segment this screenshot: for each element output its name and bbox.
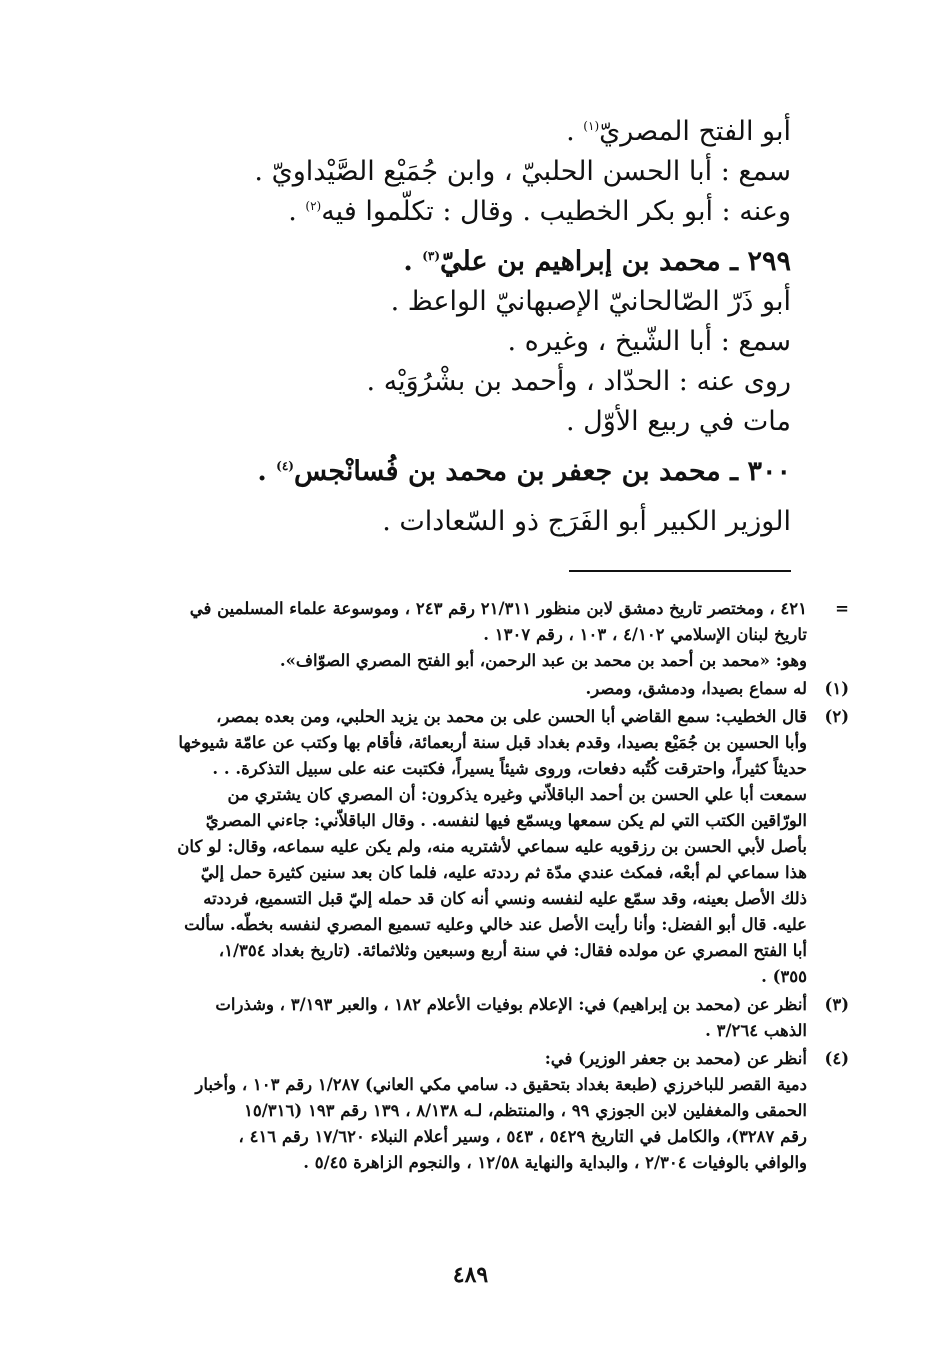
entry-300-line-1: الوزير الكبير أبو الفَرَج ذو السّعادات . [382,506,791,537]
footnote-body: أنظر عن (محمد بن جعفر الوزير) في: دمية القصر للباخرزي (طبعة بغداد بتحقيق د. سامي مكي العاني) ١/٢٨٧ رقم ١٠٣ ، وأخبار الحمقى والمغفلين لابن الجوزي ٩٩ ، والمنتظم، لـه ٨/١٣٨ ، ١٣٩ رقم ١٩٣ (١٥/٣١٦ رقم ٣٢٨٧)، والكامل في التاريخ ٥٤٢٩ ، ٥٤٣ ، وسير أعلام النبلاء ١٧/٦٢٠ رقم ٤١٦ ، والوافي بالوفيات ٢/٣٠٤ ، والبداية والنهاية ١٢/٥٨ ، والنجوم الزاهرة ٥/٤٥ . [195,1049,807,1172]
footnotes [91,596,849,1178]
footnote-number: (٣) [824,995,849,1014]
footnote-number: (١) [824,679,849,698]
footnote-1 [91,676,849,702]
footnote-number: (٤) [824,1049,849,1068]
entry-299-line-4: مات في ربيع الأوّل . [565,406,791,437]
entry-299-line-3: روى عنه : الحدّاد ، وأحمد بن بشْرُوَيْه . [366,366,791,397]
footnote-divider [569,570,791,572]
main-line-1: أبو الفتح المصريّ$^{(١)}$ . [566,116,791,147]
footnote-number: = [835,599,849,618]
footnote-3 [91,992,849,1044]
entry-heading-299: ٢٩٩ ـ محمد بن إبراهيم بن عليّ$^{(٣)}$ . [403,246,791,277]
footnote-ref: (٣) [422,249,441,263]
footnote-body: أنظر عن (محمد بن إبراهيم) في: الإعلام بوفيات الأعلام ١٨٢ ، والعبر ٣/١٩٣ ، وشذرات الذهب ٣/٢٦٤ . [215,995,807,1040]
footnote-ref: (٢) [305,199,322,213]
footnote-continued [91,596,849,674]
footnote-body: له سماع بصيدا، ودمشق، ومصر. [585,679,807,698]
footnote-4 [91,1046,849,1176]
main-text [141,112,791,542]
footnote-2 [91,704,849,990]
footnote-ref: (١) [583,119,600,133]
footnote-ref: (٤) [276,459,294,473]
page-number: ٤٨٩ [452,1262,489,1288]
footnote-body: قال الخطيب: سمع القاضي أبا الحسن على بن محمد بن يزيد الحلبي، ومن بعده بمصر، وأبا الحسين بن جُمَيْع بصيدا، وقدم بغداد قبل سنة أربعمائة، فأقام بها وكتب عن عامّة شيوخها حديثاً كثيراً، واحترقت كُتُبه دفعات، وروى شيئاً يسيراً، فكتبت عنه على سبيل التذكرة. . . سمعت أبا علي الحسن بن أحمد الباقلاّني وغيره يذكرون: أن المصري كان يشتري من الورّاقين الكتب التي لم يكن سمعها ويسمّع فيها لنفسه. . وقال الباقلاّني: جاءني المصريّ بأصل لأبي الحسن بن رزقويه عليه سماعي لأشتريه منه، ولم يكن عليه سماعه، وقال: لو كان هذا سماعي لم أبعْه، فمكث عندي مدّة ثم رددته عليه، فلما كان بعد سنين كثيرة حمل إليّ ذلك الأصل بعينه، وقد سمّع عليه لنفسه ونسي أنه كان قد حمله إليّ قبل التسميع، فرددته عليه. قال أبو الفضل: وأنا رأيت الأصل عند خالي وعليه تسميع المصري لنفسه بخطّه. سألت أبا الفتح المصري عن مولده فقال: في سنة أربع وسبعين وثلاثمائة. (تاريخ بغداد ١/٣٥٤، ٣٥٥) . [177,707,807,986]
footnote-body: ٤٢١ ، ومختصر تاريخ دمشق لابن منظور ٢١/٣١١ رقم ٢٤٣ ، وموسوعة علماء المسلمين في تاريخ لبنان الإسلامي ٤/١٠٢ ، ١٠٣ ، رقم ١٣٠٧ . وهو: «محمد بن أحمد بن محمد بن عبد الرحمن، أبو الفتح المصري الصوّاف». [189,599,807,670]
entry-299-line-1: أبو ذَرّ الصّالحانيّ الإصبهانيّ الواعظ . [390,286,791,317]
entry-heading-300: ٣٠٠ ـ محمد بن جعفر بن محمد بن فُسانْجس$^{(٤)}$ . [257,456,791,487]
entry-299-line-2: سمع : أبا الشّيخ ، وغيره . [507,326,791,357]
footnote-number: (٢) [824,707,849,726]
main-line-2: سمع : أبا الحسن الحلبيّ ، وابن جُمَيْع الصَّيْداويّ . [254,156,791,187]
main-line-3: وعنه : أبو بكر الخطيب . وقال : تكلّموا فيه$^{(٢)}$ . [288,196,791,227]
